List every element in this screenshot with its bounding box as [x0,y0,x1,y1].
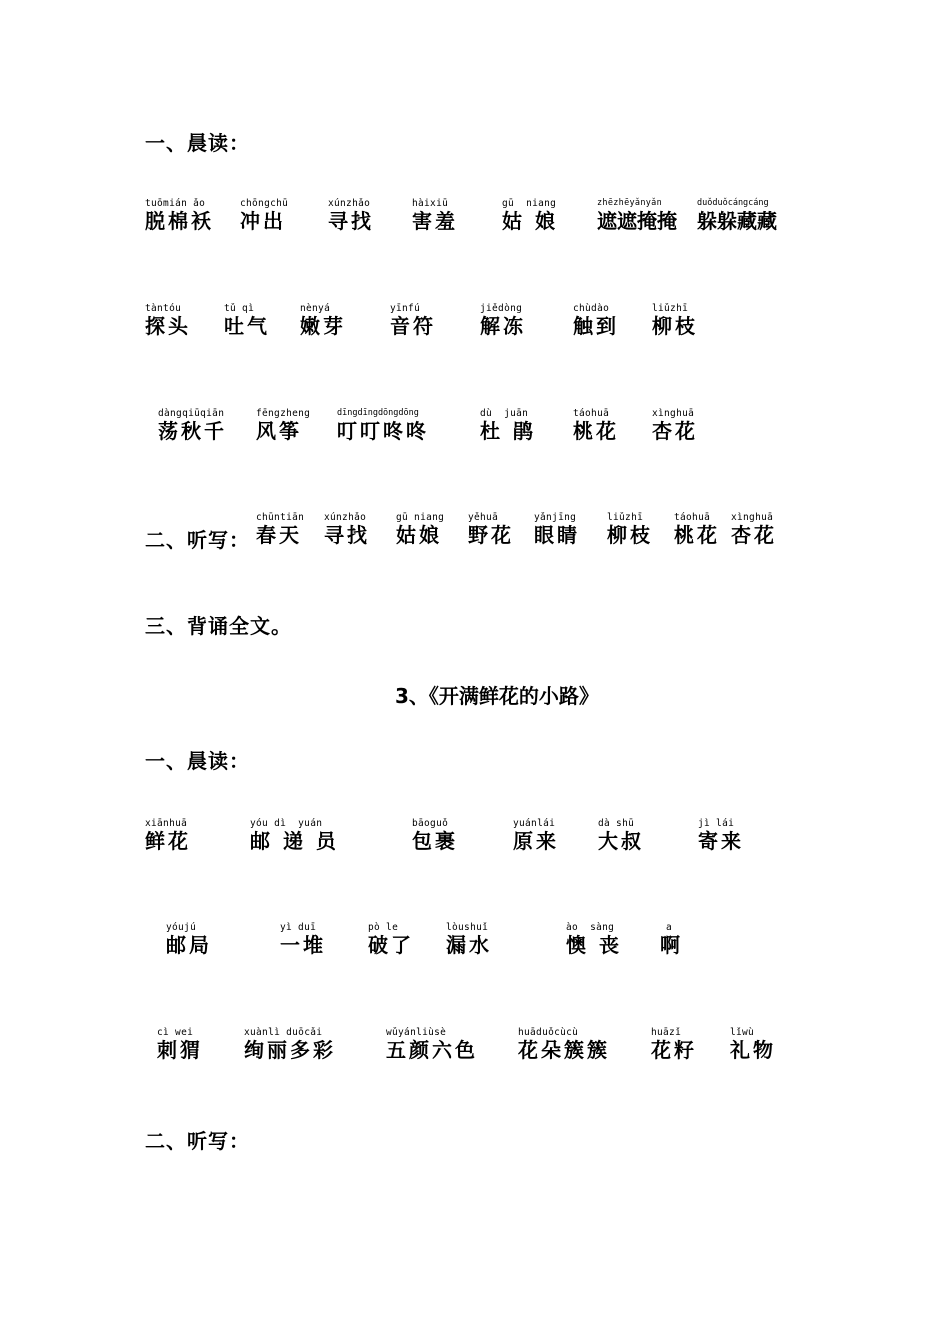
hanzi: 姑 娘 [502,209,558,233]
pinyin: táohuā [674,512,711,523]
word-item [468,512,514,547]
word-item [730,1027,776,1062]
hanzi: 桃花 [674,523,720,547]
word-item [166,922,212,957]
section1-heading-dictation: 二、听写： [145,528,250,552]
word-item [145,198,214,233]
hanzi: 大叔 [598,829,644,853]
word-item [731,512,777,547]
hanzi: 杜 鹃 [480,419,536,443]
word-item [412,818,458,853]
pinyin: cì wei [157,1027,194,1038]
word-item [513,818,559,853]
word-item [651,1027,697,1062]
hanzi: 姑娘 [396,523,442,547]
hanzi: 啊 [660,933,683,957]
dictation-row [0,512,950,552]
pinyin: bāoguǒ [412,818,449,829]
hanzi: 寻找 [328,209,374,233]
hanzi: 叮叮咚咚 [337,419,429,443]
pinyin: xuànlì duōcǎi [244,1027,323,1038]
pinyin: táohuā [573,408,610,419]
section1-row-1 [0,198,950,238]
pinyin: yì duī [280,922,317,933]
word-item [573,408,619,443]
pinyin: yīnfú [390,303,421,314]
word-item [224,303,270,338]
word-item [256,512,304,547]
pinyin: ào sàng [566,922,615,933]
hanzi: 杏花 [652,419,698,443]
word-item [145,818,191,853]
word-item [240,198,288,233]
pinyin: xìnghuā [652,408,695,419]
section1-heading-recite: 三、背诵全文。 [145,614,292,638]
word-item [324,512,370,547]
section1-row-2 [0,303,950,343]
hanzi: 懊 丧 [566,933,622,957]
word-item [697,198,777,233]
hanzi: 破了 [368,933,414,957]
section1-heading-reading: 一、晨读： [145,131,250,155]
hanzi: 吐气 [224,314,270,338]
hanzi: 触到 [573,314,619,338]
hanzi: 春天 [256,523,302,547]
hanzi: 脱棉袄 [145,209,214,233]
section1-row-3 [0,408,950,448]
pinyin: liǔzhī [607,512,644,523]
pinyin: fēngzheng [256,408,311,419]
pinyin: yuánlái [513,818,556,829]
hanzi: 花籽 [651,1038,697,1062]
word-item [368,922,414,957]
pinyin: xiānhuā [145,818,188,829]
pinyin: pò le [368,922,399,933]
hanzi: 包裹 [412,829,458,853]
hanzi: 寄来 [698,829,744,853]
section2-row-3 [0,1027,950,1067]
word-item [480,303,526,338]
word-item [607,512,653,547]
word-item [534,512,580,547]
word-item [660,922,683,957]
hanzi: 躲躲藏藏 [697,209,777,233]
hanzi: 探头 [145,314,191,338]
pinyin: xúnzhǎo [324,512,367,523]
hanzi: 漏水 [446,933,492,957]
word-item [386,1027,478,1062]
pinyin: duǒduǒcángcáng [697,198,769,208]
word-item [390,303,436,338]
word-item [280,922,326,957]
pinyin: nènyá [300,303,331,314]
hanzi: 杏花 [731,523,777,547]
pinyin: huāzǐ [651,1027,682,1038]
word-item [674,512,720,547]
hanzi: 荡秋千 [158,419,227,443]
section2-heading-reading: 一、晨读： [145,749,250,773]
hanzi: 柳枝 [607,523,653,547]
section2-row-1 [0,818,950,858]
pinyin: jì lái [698,818,735,829]
word-item [502,198,558,233]
pinyin: a [666,922,673,933]
pinyin: chūntiān [256,512,305,523]
pinyin: chùdào [573,303,610,314]
hanzi: 邮 递 员 [250,829,339,853]
word-item [337,408,429,443]
word-item [597,198,677,233]
lesson-title: 3、《开满鲜花的小路》 [395,684,599,708]
pinyin: wǔyánliùsè [386,1027,447,1038]
hanzi: 一堆 [280,933,326,957]
pinyin: dīngdīngdōngdōng [337,408,419,418]
hanzi: 刺猬 [157,1038,203,1062]
hanzi: 眼睛 [534,523,580,547]
word-item [158,408,227,443]
hanzi: 害羞 [412,209,458,233]
word-item [328,198,374,233]
word-item [652,303,698,338]
hanzi: 音符 [390,314,436,338]
pinyin: hàixiū [412,198,449,209]
pinyin: yóu dì yuán [250,818,323,829]
pinyin: yěhuā [468,512,499,523]
pinyin: jiědòng [480,303,523,314]
word-item [412,198,458,233]
pinyin: tuōmián ǎo [145,198,206,209]
hanzi: 风筝 [256,419,302,443]
word-item [698,818,744,853]
word-item [157,1027,203,1062]
pinyin: tàntóu [145,303,182,314]
pinyin: chōngchū [240,198,289,209]
pinyin: xìnghuā [731,512,774,523]
pinyin: lǐwù [730,1027,755,1038]
hanzi: 遮遮掩掩 [597,209,677,233]
hanzi: 邮局 [166,933,212,957]
pinyin: dà shū [598,818,635,829]
hanzi: 嫩芽 [300,314,346,338]
word-item [598,818,644,853]
hanzi: 柳枝 [652,314,698,338]
word-item [652,408,698,443]
pinyin: huāduǒcùcù [518,1027,579,1038]
pinyin: gū niang [502,198,557,209]
pinyin: dù juān [480,408,529,419]
hanzi: 礼物 [730,1038,776,1062]
hanzi: 解冻 [480,314,526,338]
pinyin: tǔ qì [224,303,255,314]
pinyin: liǔzhī [652,303,689,314]
hanzi: 野花 [468,523,514,547]
pinyin: zhēzhēyǎnyǎn [597,198,663,208]
pinyin: xúnzhǎo [328,198,371,209]
word-item [250,818,339,853]
word-item [446,922,492,957]
pinyin: gū niang [396,512,445,523]
hanzi: 桃花 [573,419,619,443]
pinyin: yóujú [166,922,197,933]
section2-row-2 [0,922,950,962]
pinyin: yǎnjīng [534,512,577,523]
word-item [573,303,619,338]
pinyin: dàngqiūqiān [158,408,225,419]
hanzi: 寻找 [324,523,370,547]
section2-heading-dictation: 二、听写： [145,1129,250,1153]
word-item [566,922,622,957]
hanzi: 绚丽多彩 [244,1038,336,1062]
hanzi: 鲜花 [145,829,191,853]
word-item [145,303,191,338]
word-item [396,512,444,547]
word-item [518,1027,610,1062]
hanzi: 原来 [513,829,559,853]
hanzi: 五颜六色 [386,1038,478,1062]
pinyin: lòushuǐ [446,922,489,933]
word-item [256,408,310,443]
hanzi: 花朵簇簇 [518,1038,610,1062]
word-item [480,408,536,443]
word-item [300,303,346,338]
hanzi: 冲出 [240,209,286,233]
word-item [244,1027,336,1062]
